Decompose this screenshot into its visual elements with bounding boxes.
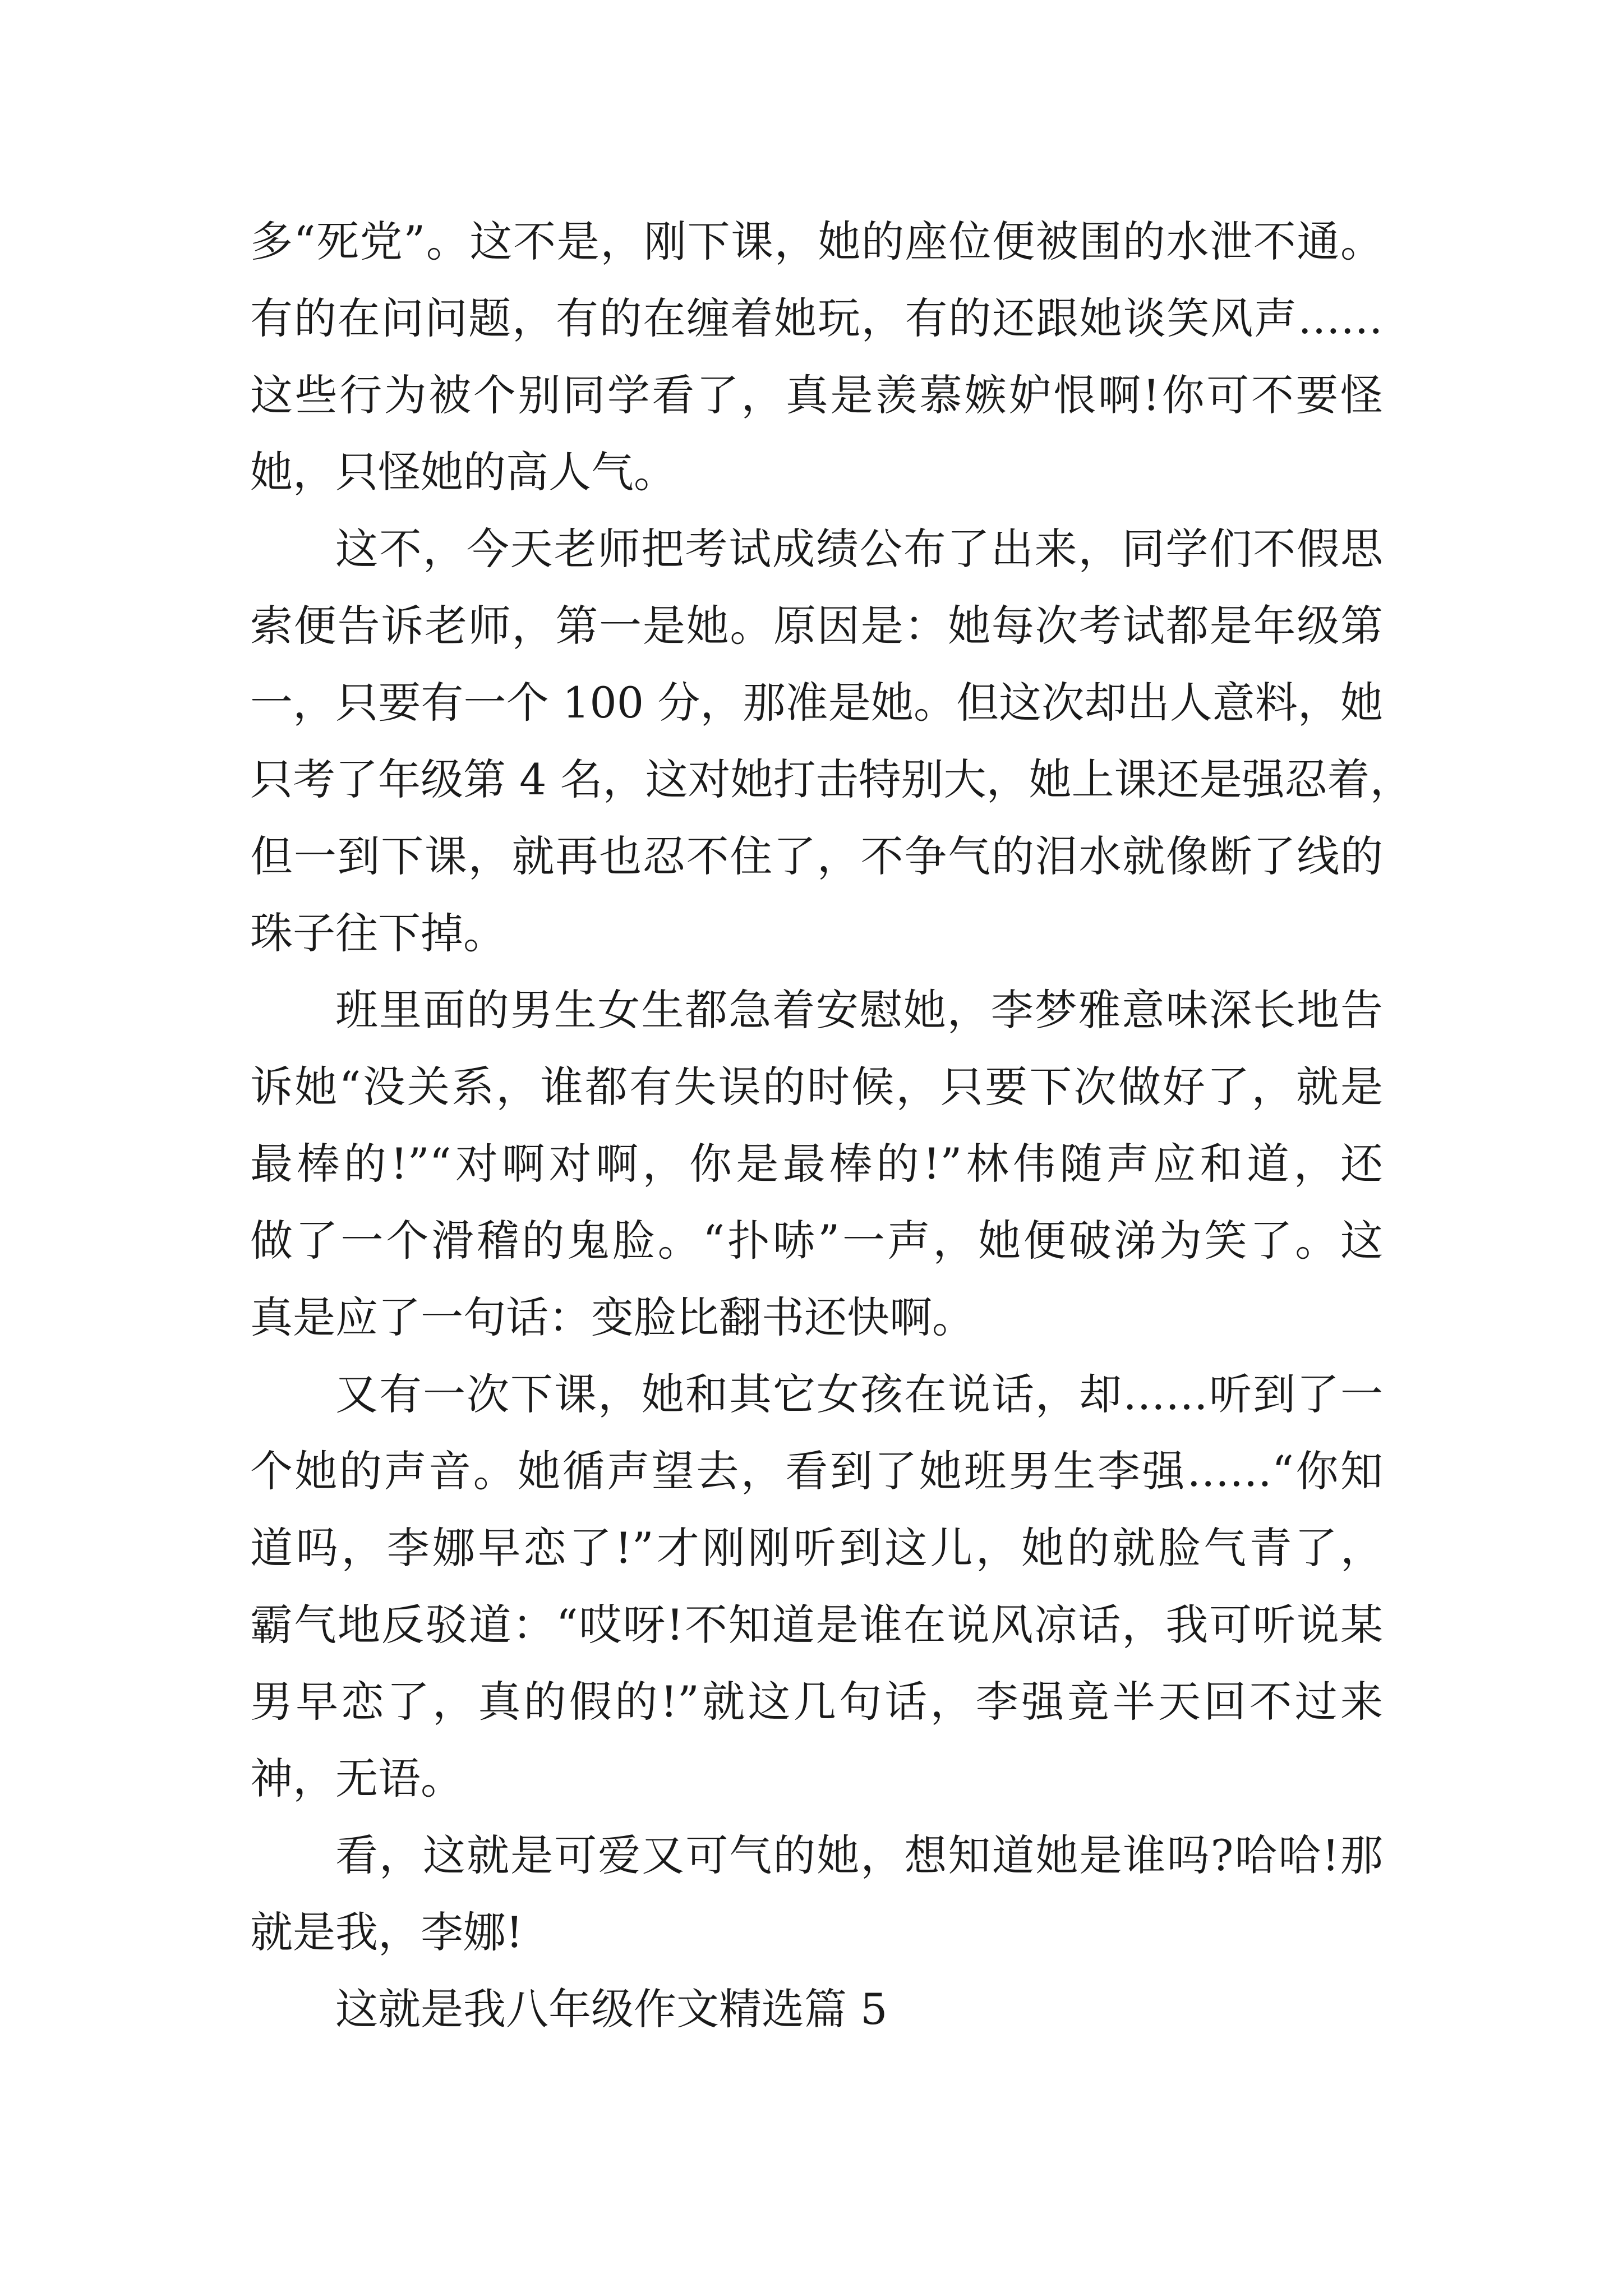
document-body (250, 203, 1413, 2047)
text-line: 多“死党”。这不是，刚下课，她的座位便被围的水泄不通。 (250, 217, 1383, 266)
text-line: 道吗，李娜早恋了!”才刚刚听到这儿，她的就脸气青了， (250, 1523, 1383, 1573)
text-line: 又有一次下课，她和其它女孩在说话，却……听到了一 (335, 1369, 1383, 1419)
text-line: 男早恋了，真的假的!”就这几句话，李强竟半天回不过来 (250, 1677, 1383, 1727)
text-line: 神，无语。 (250, 1754, 463, 1803)
text-line: 只考了年级第 4 名，这对她打击特别大，她上课还是强忍着， (250, 754, 1413, 804)
text-line: 看，这就是可爱又可气的她，想知道她是谁吗?哈哈!那 (335, 1830, 1383, 1880)
text-line: 霸气地反驳道：“哎呀!不知道是谁在说风凉话，我可听说某 (250, 1600, 1383, 1650)
text-line: 有的在问问题，有的在缠着她玩，有的还跟她谈笑风声…… (250, 293, 1383, 343)
text-line: 一，只要有一个 100 分，那准是她。但这次却出人意料，她 (250, 678, 1383, 728)
text-line: 个她的声音。她循声望去，看到了她班男生李强……“你知 (250, 1446, 1383, 1496)
text-line: 但一到下课，就再也忍不住了，不争气的泪水就像断了线的 (250, 831, 1383, 881)
text-line: 这不，今天老师把考试成绩公布了出来，同学们不假思 (335, 524, 1383, 574)
text-line: 珠子往下掉。 (250, 908, 506, 958)
text-line: 做了一个滑稽的鬼脸。“扑哧”一声，她便破涕为笑了。这 (250, 1216, 1383, 1266)
text-line: 班里面的男生女生都急着安慰她，李梦雅意味深长地告 (335, 985, 1383, 1035)
text-line: 诉她“没关系，谁都有失误的时候，只要下次做好了，就是 (250, 1062, 1383, 1112)
text-line: 就是我，李娜! (250, 1907, 523, 1957)
text-line: 索便告诉老师，第一是她。原因是：她每次考试都是年级第 (250, 601, 1383, 651)
text-line: 她，只怪她的高人气。 (250, 447, 676, 497)
text-line: 最棒的!”“对啊对啊，你是最棒的!”林伟随声应和道，还 (250, 1139, 1383, 1189)
section-heading: 这就是我八年级作文精选篇 5 (335, 1984, 888, 2034)
text-line: 这些行为被个别同学看了，真是羡慕嫉妒恨啊!你可不要怪 (250, 370, 1383, 420)
text-line: 真是应了一句话：变脸比翻书还快啊。 (250, 1292, 975, 1342)
